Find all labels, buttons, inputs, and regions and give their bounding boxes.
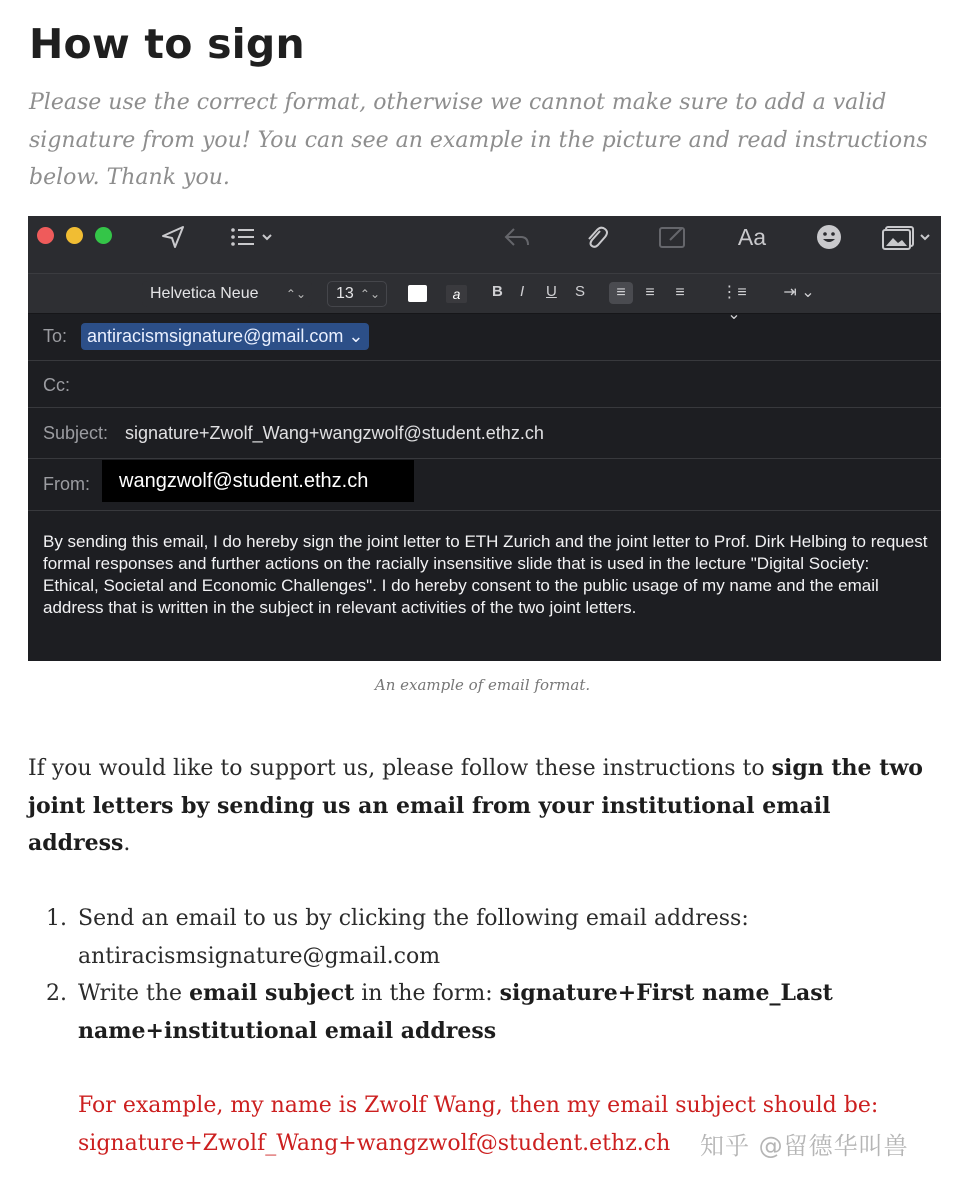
- attachment-icon[interactable]: [581, 220, 611, 254]
- to-recipient-token[interactable]: antiracismsignature@gmail.com ⌄: [81, 323, 369, 350]
- cc-field[interactable]: [28, 361, 941, 408]
- subject-label: Subject:: [43, 423, 109, 443]
- strikethrough-button[interactable]: S: [575, 283, 586, 300]
- to-field: [28, 314, 941, 361]
- underline-button[interactable]: U: [546, 283, 557, 300]
- from-value[interactable]: wangzwolf@student.ethz.ch: [102, 460, 414, 502]
- format-bar: [28, 273, 941, 323]
- format-icon[interactable]: Aa: [737, 223, 767, 250]
- bullet-list-icon[interactable]: ⋮≡ ⌄: [721, 284, 747, 323]
- list-item: 1. Send an email to us by clicking the following email address: antiracismsignature@gmail.com: [46, 906, 749, 969]
- font-size-select[interactable]: 13 ⌃⌄: [327, 281, 387, 307]
- updown-icon: ⌃⌄: [359, 287, 380, 301]
- instructions-list: [46, 900, 926, 1050]
- markup-icon[interactable]: [656, 220, 690, 254]
- indent-icon[interactable]: ⇥ ⌄: [783, 284, 815, 301]
- align-right-icon[interactable]: ≡: [675, 284, 685, 301]
- align-center-icon[interactable]: ≡: [645, 284, 655, 301]
- zoom-window-icon[interactable]: [95, 227, 112, 244]
- highlight-color-icon[interactable]: a: [446, 285, 467, 303]
- subject-value: signature+Zwolf_Wang+wangzwolf@student.ethz.ch: [125, 423, 544, 443]
- align-left-icon[interactable]: ≡: [609, 282, 633, 304]
- list-item: 2. Write the email subject in the form: signature+First name_Last name+institutional email address: [46, 980, 833, 1044]
- photo-icon[interactable]: [880, 220, 936, 254]
- page-title: How to sign: [29, 20, 305, 68]
- close-window-icon[interactable]: [37, 227, 54, 244]
- font-family-select[interactable]: Helvetica Neue ⌃⌄: [142, 281, 312, 307]
- send-icon[interactable]: [158, 220, 188, 254]
- figure-caption: An example of email format.: [374, 676, 591, 694]
- from-label: From:: [43, 474, 90, 494]
- minimize-window-icon[interactable]: [66, 227, 83, 244]
- to-label: To:: [43, 326, 68, 346]
- list-icon[interactable]: [228, 220, 276, 254]
- instructions-paragraph: If you would like to support us, please follow these instructions to sign the two joint letters by sending us an email from your institutional email address.: [28, 755, 923, 856]
- updown-icon: ⌃⌄: [285, 287, 306, 301]
- mail-toolbar: [28, 216, 941, 273]
- emoji-icon[interactable]: [814, 220, 844, 254]
- bold-button[interactable]: B: [492, 283, 503, 300]
- example-note: For example, my name is Zwolf Wang, then my email subject should be: signature+Zwolf_Wang+wangzwolf@student.ethz.ch: [78, 1093, 879, 1156]
- mail-body-text[interactable]: By sending this email, I do hereby sign the joint letter to ETH Zurich and the joint letter to Prof. Dirk Helbing to request formal responses and further actions on the racially insensitive slide that is used in the lecture "Digital Society: Ethical, Societal and Economic Challenges". I do hereby consent to the public usage of my name and the email address that is written in the subject in relevant activities of the two joint letters.: [43, 532, 928, 617]
- subject-field[interactable]: [28, 408, 941, 459]
- intro-text: Please use the correct format, otherwise we cannot make sure to add a valid signature from you! You can see an example in the picture and read instructions below. Thank you.: [29, 90, 928, 190]
- italic-button[interactable]: I: [520, 283, 525, 300]
- email-link[interactable]: antiracismsignature@gmail.com: [78, 943, 441, 969]
- watermark: 知乎 @留德华叫兽: [700, 1132, 909, 1160]
- reply-icon[interactable]: [502, 220, 532, 254]
- cc-label: Cc:: [43, 375, 70, 395]
- mail-example-screenshot: [28, 216, 941, 661]
- text-color-swatch[interactable]: [408, 285, 427, 302]
